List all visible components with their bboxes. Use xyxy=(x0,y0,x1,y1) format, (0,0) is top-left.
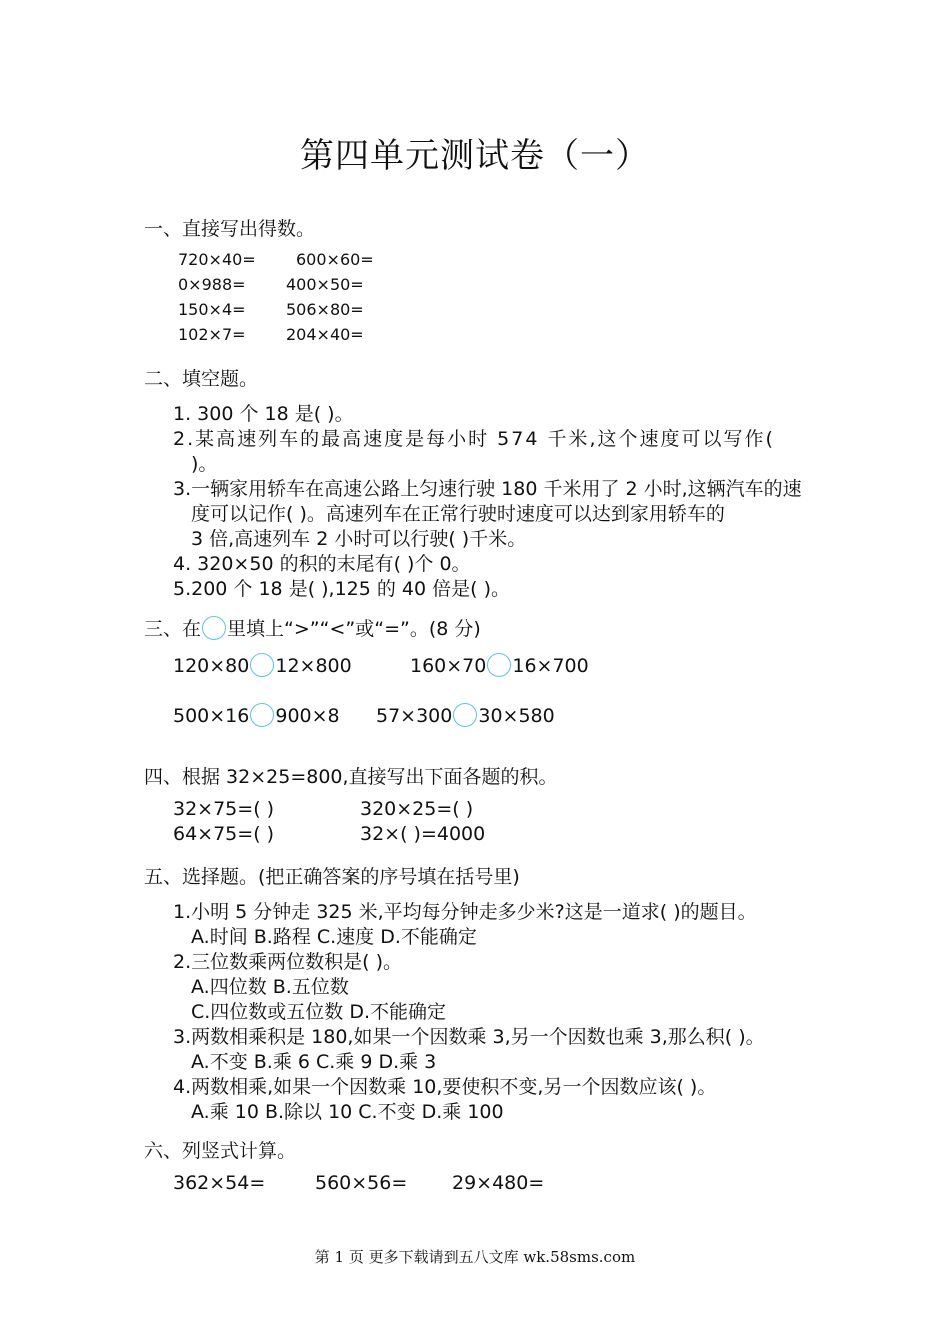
fill-question: 3 倍,高速列车 2 小时可以行驶( )千米。 xyxy=(191,528,527,550)
compare-item: 160×70 16×700 xyxy=(410,655,589,677)
compare-circle[interactable] xyxy=(250,653,274,677)
fill-question: 4. 320×50 的积的末尾有( )个 0。 xyxy=(173,553,471,575)
section1-heading: 一、直接写出得数。 xyxy=(144,218,316,240)
choice-options: C.四位数或五位数 D.不能确定 xyxy=(191,1001,447,1023)
compare-item: 120×80 12×800 xyxy=(173,655,352,677)
section1-item: 102×7= xyxy=(178,325,246,344)
product-item: 64×75=( ) xyxy=(173,823,275,845)
choice-question: 3.两数相乘积是 180,如果一个因数乘 3,另一个因数也乘 3,那么积( )。 xyxy=(173,1026,765,1048)
choice-question: 4.两数相乘,如果一个因数乘 10,要使积不变,另一个因数应该( )。 xyxy=(173,1076,717,1098)
section1-item: 400×50= xyxy=(286,275,364,294)
section5-heading: 五、选择题。(把正确答案的序号填在括号里) xyxy=(144,866,520,888)
vertical-calc-item: 560×56= xyxy=(315,1172,408,1194)
section1-item: 506×80= xyxy=(286,300,364,319)
compare-circle[interactable] xyxy=(250,703,274,727)
product-item: 32×75=( ) xyxy=(173,798,275,820)
fill-question: 1. 300 个 18 是( )。 xyxy=(173,403,354,425)
compare-item: 500×16 900×8 xyxy=(173,705,340,727)
choice-options: A.乘 10 B.除以 10 C.不变 D.乘 100 xyxy=(191,1101,504,1123)
compare-circle[interactable] xyxy=(487,653,511,677)
page-footer: 第 1 页 更多下载请到五八文库 wk.58sms.com xyxy=(314,1248,636,1266)
choice-options: A.四位数 B.五位数 xyxy=(191,976,349,998)
section1-item: 720×40= xyxy=(178,250,256,269)
choice-options: A.不变 B.乘 6 C.乘 9 D.乘 3 xyxy=(191,1051,437,1073)
fill-question: 度可以记作( )。高速列车在正常行驶时速度可以达到家用轿车的 xyxy=(191,503,725,525)
section3-heading: 三、在 里填上“>”“<”或“=”。(8 分) xyxy=(144,618,481,640)
section1-item: 150×4= xyxy=(178,300,246,319)
choice-options: A.时间 B.路程 C.速度 D.不能确定 xyxy=(191,926,477,948)
vertical-calc-item: 362×54= xyxy=(173,1172,266,1194)
section1-item: 204×40= xyxy=(286,325,364,344)
fill-question: 3.一辆家用轿车在高速公路上匀速行驶 180 千米用了 2 小时,这辆汽车的速 xyxy=(173,478,802,500)
product-item: 32×( )=4000 xyxy=(360,823,486,845)
vertical-calc-item: 29×480= xyxy=(452,1172,545,1194)
product-item: 320×25=( ) xyxy=(360,798,474,820)
compare-circle[interactable] xyxy=(453,703,477,727)
choice-question: 1.小明 5 分钟走 325 米,平均每分钟走多少米?这是一道求( )的题目。 xyxy=(173,901,757,923)
page-title: 第四单元测试卷（一） xyxy=(300,136,650,176)
choice-question: 2.三位数乘两位数积是( )。 xyxy=(173,951,402,973)
section2-heading: 二、填空题。 xyxy=(144,368,259,390)
compare-item: 57×300 30×580 xyxy=(376,705,555,727)
fill-question: 2.某高速列车的最高速度是每小时 574 千米,这个速度可以写作( xyxy=(173,428,775,450)
answer-circle xyxy=(202,616,226,640)
section4-heading: 四、根据 32×25=800,直接写出下面各题的积。 xyxy=(144,766,558,788)
fill-question: 5.200 个 18 是( ),125 的 40 倍是( )。 xyxy=(173,578,511,600)
section6-heading: 六、列竖式计算。 xyxy=(144,1140,297,1162)
section1-item: 0×988= xyxy=(178,275,246,294)
section1-item: 600×60= xyxy=(296,250,374,269)
fill-question: )。 xyxy=(191,453,218,475)
